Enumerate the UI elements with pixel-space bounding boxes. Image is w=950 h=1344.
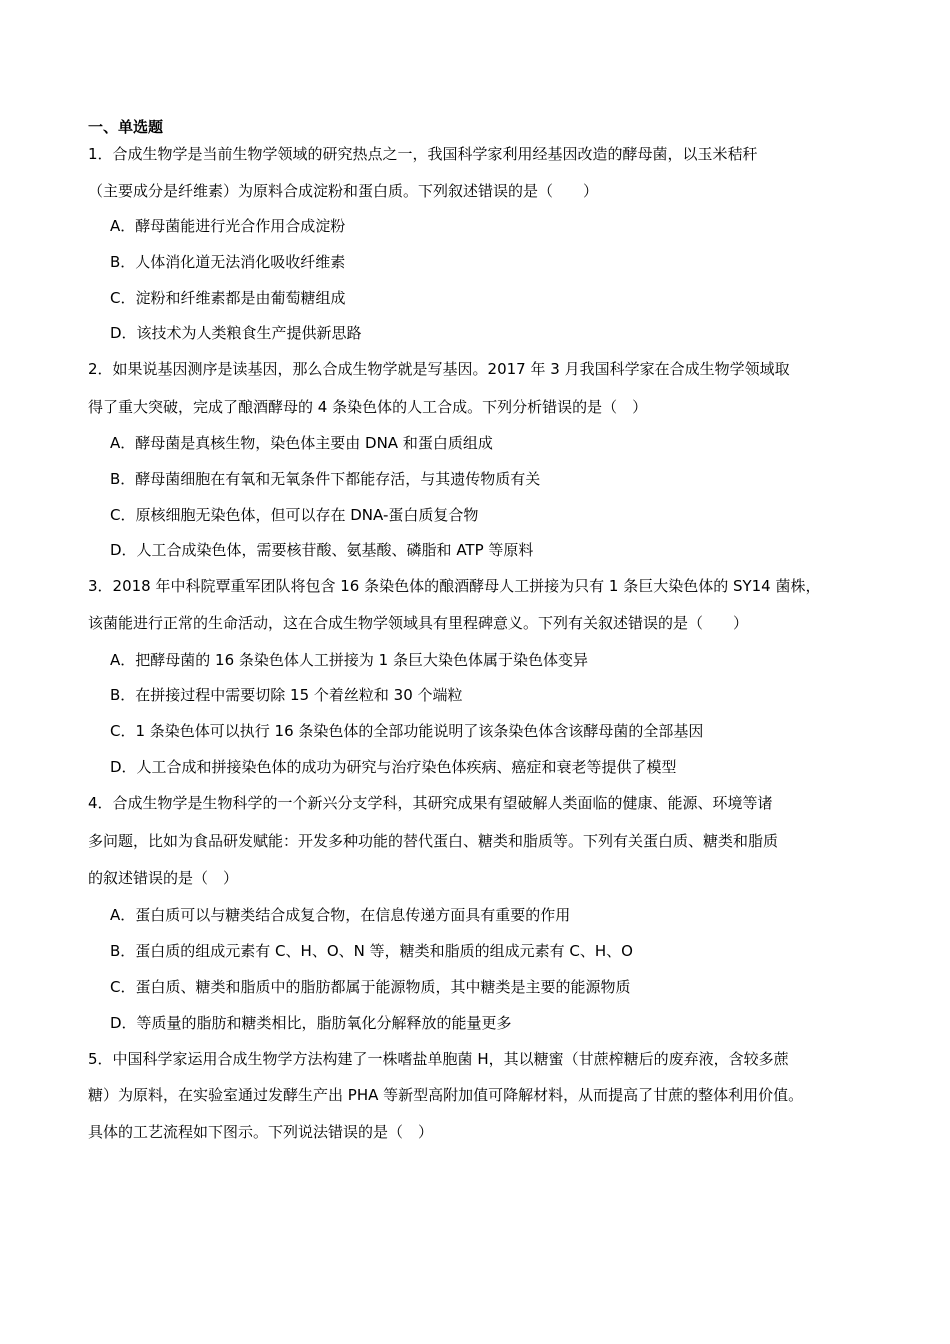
question-4-option-d: D．等质量的脂肪和糖类相比，脂肪氧化分解释放的能量更多 [110, 1014, 512, 1032]
question-2-stem-line-1: 2．如果说基因测序是读基因，那么合成生物学就是写基因。2017 年 3 月我国科学家在合成生物学领域取 [88, 360, 790, 378]
question-5-stem-line-1: 5．中国科学家运用合成生物学方法构建了一株嗜盐单胞菌 H，其以糖蜜（甘蔗榨糖后的废弃液，含较多蔗 [88, 1050, 789, 1068]
question-2-option-c: C．原核细胞无染色体，但可以存在 DNA-蛋白质复合物 [110, 506, 479, 524]
question-5-stem-line-3: 具体的工艺流程如下图示。下列说法错误的是（ ） [88, 1123, 434, 1141]
question-4-stem-line-1: 4．合成生物学是生物科学的一个新兴分支学科，其研究成果有望破解人类面临的健康、能源、环境等诸 [88, 794, 773, 812]
question-2-option-a: A．酵母菌是真核生物，染色体主要由 DNA 和蛋白质组成 [110, 434, 493, 452]
question-3-stem-line-1: 3．2018 年中科院覃重军团队将包含 16 条染色体的酿酒酵母人工拼接为只有 1 条巨大染色体的 SY14 菌株， [88, 577, 821, 595]
question-4-stem-line-3: 的叙述错误的是（ ） [88, 869, 239, 887]
question-1-option-d: D．该技术为人类粮食生产提供新思路 [110, 324, 362, 342]
question-3-stem-line-2: 该菌能进行正常的生命活动，这在合成生物学领域具有里程碑意义。下列有关叙述错误的是（ ） [88, 614, 749, 632]
question-5-stem-line-2: 糖）为原料，在实验室通过发酵生产出 PHA 等新型高附加值可降解材料，从而提高了甘蔗的整体利用价值。 [88, 1086, 804, 1104]
question-1-option-a: A．酵母菌能进行光合作用合成淀粉 [110, 217, 346, 235]
question-2-option-b: B．酵母菌细胞在有氧和无氧条件下都能存活，与其遗传物质有关 [110, 470, 541, 488]
question-1-stem-line-1: 1．合成生物学是当前生物学领域的研究热点之一，我国科学家利用经基因改造的酵母菌，以玉米秸秆 [88, 145, 758, 163]
question-3-option-a: A．把酵母菌的 16 条染色体人工拼接为 1 条巨大染色体属于染色体变异 [110, 651, 588, 669]
question-4-option-c: C．蛋白质、糖类和脂质中的脂肪都属于能源物质，其中糖类是主要的能源物质 [110, 978, 631, 996]
question-3-option-b: B．在拼接过程中需要切除 15 个着丝粒和 30 个端粒 [110, 686, 463, 704]
question-4-option-b: B．蛋白质的组成元素有 C、H、O、N 等，糖类和脂质的组成元素有 C、H、O [110, 942, 633, 960]
question-1-stem-line-2: （主要成分是纤维素）为原料合成淀粉和蛋白质。下列叙述错误的是（ ） [88, 182, 599, 200]
question-2-stem-line-2: 得了重大突破，完成了酿酒酵母的 4 条染色体的人工合成。下列分析错误的是（ ） [88, 398, 648, 416]
question-1-option-c: C．淀粉和纤维素都是由葡萄糖组成 [110, 289, 346, 307]
question-1-option-b: B．人体消化道无法消化吸收纤维素 [110, 253, 346, 271]
question-3-option-d: D．人工合成和拼接染色体的成功为研究与治疗染色体疾病、癌症和衰老等提供了模型 [110, 758, 677, 776]
question-4-option-a: A．蛋白质可以与糖类结合成复合物，在信息传递方面具有重要的作用 [110, 906, 571, 924]
question-4-stem-line-2: 多问题，比如为食品研发赋能：开发多种功能的替代蛋白、糖类和脂质等。下列有关蛋白质、糖类和脂质 [88, 832, 779, 850]
section-heading: 一、单选题 [88, 118, 164, 136]
question-2-option-d: D．人工合成染色体，需要核苷酸、氨基酸、磷脂和 ATP 等原料 [110, 541, 534, 559]
question-3-option-c: C．1 条染色体可以执行 16 条染色体的全部功能说明了该条染色体含该酵母菌的全部基因 [110, 722, 704, 740]
